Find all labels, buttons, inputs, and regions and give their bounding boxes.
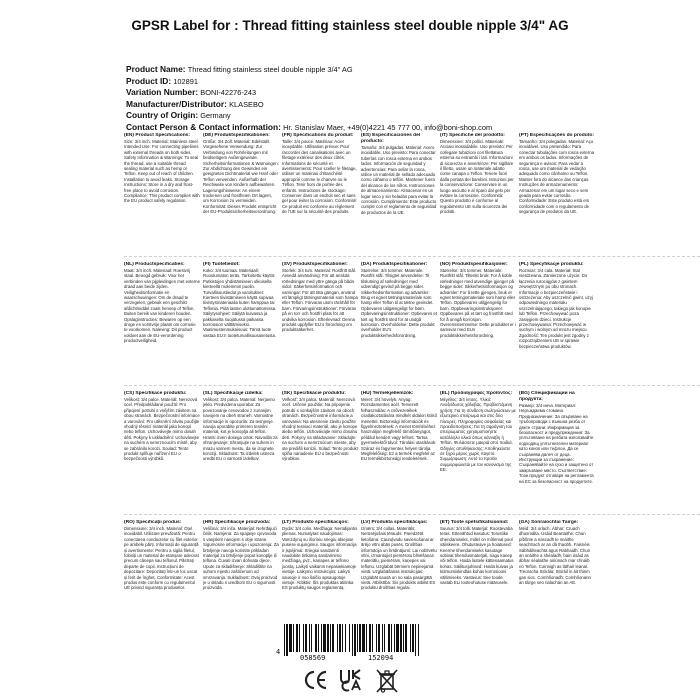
spec-heading: (DE) Produktspezifikationen: — [203, 133, 270, 138]
barcode-bar — [286, 624, 288, 656]
info-row-manufacturer — [126, 99, 646, 111]
spec-block — [361, 391, 437, 516]
spec-heading: (HU) Termékjellemzők: — [361, 391, 414, 396]
spec-block — [519, 262, 595, 387]
spec-heading: (NL) Productspecificaties: — [124, 262, 185, 267]
info-value: 102891 — [173, 76, 198, 86]
spec-text: Méid: 3/4 orlach. Ábhar: Cruach dhosmálta. Úsáid Beartaithe: Chun píblínte a nascadh le snáithe seachtrach ar an dá thaobh. Faisnéis Sábháilteachta agus Rabhaidh: Chun an snáithe a shéaladh, bain úsáid as ábhar séalaithe oiriúnach mar chnáib nó Teflon. Coinnigh as láthair leanaí. Treoracha Stórála: Stóráil in áit thirim gan sioc. Comhlíonadh: Comhlíonann an táirge seo rialachán an AE. — [519, 526, 591, 586]
spec-text: Rozmiar: 3/4 cala. Materiał: Stal nierdzewna. Zamierzone użycie: Do łączenia rurociągów z gwintem zewnętrznym po obu stronach. Informacje o bezpieczeństwie i ostrzeżenia: Aby uszczelnić gwint, użyj odpowiedniego materiału uszczelniającego, takiego jak konopie lub Teflon. Przechowywać poza zasięgiem dzieci. Instrukcje przechowywania: Przechowywać w suchym i wolnym od mrozu miejscu. Zgodność: Ten produkt jest zgodny z rozporządzeniem UE w sprawie bezpieczeństwa produktów. — [519, 268, 593, 349]
spec-text: Velikost: 3/4 palce. Materiál: Nerezová ocel. Předpokládané použití: Pro připojení potrubí s vnějším závitem na obou stranách. Bezpečnostní informace a varování: Pro utěsnění závitu použijte vhodný těsnicí materiál jako konopí nebo teflon. Uchovávejte mimo dosah dětí. Pokyny k uskladnění: Uchovávejte na suchém a nemrznoucím místě, aby se zabránilo korozi. Soulad: Tento produkt splňuje nařízení EU o bezpečnosti výrobků. — [124, 397, 200, 462]
barcode-bar — [323, 624, 326, 652]
barcode-bar — [293, 624, 294, 652]
spec-heading: (SV) Produktspecifikationer: — [282, 262, 348, 267]
spec-text: Storlek: 3/4 tum. Material: Rostfritt stål. Avsedd användning: För att ansluta rörledningar med yttre gänga på båda sidor. Säkerhetsinformation och varningar: För att täta gängan, använd ett lämpligt tätningsmaterial som hampa eller Teflon. Förvaras utom räckhåll för barn. Förvaringsinstruktioner: Förvaras på en torr och frostfri plats för att undvika korrosion. Efterlevnad: Denna produkt uppfyller EU:s förordning om produktsäkerhet. — [282, 268, 358, 333]
spec-text: Méret: 3/4 hüvelyk. Anyag: Rozsdamentes acél. Tervezett felhasználás: A csővezetékek csatlakoztatására mindkét oldalon külső menettel. Biztonsági információk és figyelmeztetések: A menet tömítéséhez használjon megfelelő tömítőanyagot, például kendert vagy teflont. Tartsa gyermekektől távol. Tárolási utasítások: Száraz és fagymentes helyen tárolja. Megfelelőség: Ez a termék megfelel az EU termékbiztonsági rendeletének. — [361, 397, 437, 462]
spec-heading: (FI) Tuotetiedot: — [203, 262, 240, 267]
spec-heading: (NO) Produktspesifikasjoner: — [440, 262, 508, 267]
spec-text: Dimensione: 3/4 pollici. Materiale: Acciaio inossidabile. Uso previsto: Per collegare tubazioni con filettatura esterna su entrambi i lati. Informazioni di sicurezza e avvertenze: Per sigillare il filetto, usare un materiale adatto come canapa o Teflon. Tenere fuori dalla portata dei bambini. Istruzioni per la conservazione: Conservare in un luogo asciutto e al riparo dal gelo per evitare la corrosione. Conformità: Questo prodotto è conforme al regolamento UE sulla sicurezza dei prodotti. — [440, 139, 514, 215]
barcode-bar — [309, 624, 310, 652]
barcode-bar — [394, 624, 395, 652]
info-label: Product Name: — [126, 64, 186, 74]
barcode-bar — [418, 624, 419, 656]
spec-block — [519, 391, 595, 516]
spec-block — [282, 262, 358, 387]
barcode-bar — [400, 624, 402, 652]
spec-block — [361, 133, 437, 258]
barcode-bar — [345, 624, 346, 652]
spec-block — [203, 262, 279, 387]
spec-block — [440, 262, 516, 387]
weee-bin-icon — [375, 668, 399, 699]
barcode-bar — [412, 624, 414, 652]
spec-text: Velikost: 3/4 palca. Material: Nerjavno jeklo. Predvidena uporaba: Za povezovanje cevovodov z zunanjim navojem na obeh straneh. Varnostne informacije in opozorila: Za tesnjenje navoja uporabite primeren tesnilni material, kot je konoplja ali teflon. Hraniti izven dosega otrok. Navodila za shranjevanje: Shranjujte na suhem in mrazu varnem mestu, da se izognete koroziji. Skladnost: Ta izdelek ustreza uredbi EU o varnosti izdelkov. — [203, 397, 278, 462]
barcode-bar — [362, 624, 365, 652]
info-row-variation — [126, 87, 646, 99]
spec-text: Dydis: 3/4 colio. Medžiaga: Nerūdijantis plienas. Numatytas naudojimas: Vamzdynų su išoriniu sriegiu abiejose pusėse sujungimui. Saugos informacija ir įspėjimai: Sriegiui sandarinti naudokite tinkamą sandarinimo medžiagą, pvz., kanapes ar teflono juostą. Laikyti vaikams nepasiekiamoje vietoje. Laikymo instrukcijos: Laikyti sausoje ir nuo šalčio apsaugotoje vietoje. Atitiktis: Šis produktas atitinka ES produktų saugos reglamentą. — [282, 526, 358, 591]
info-row-country — [126, 110, 646, 122]
ce-mark-icon — [303, 668, 329, 697]
spec-heading: (LT) Produkto specifikacijos: — [282, 520, 349, 525]
barcode-bar — [352, 624, 353, 656]
spec-block — [203, 520, 279, 645]
info-row-contact — [126, 122, 646, 134]
divider — [124, 256, 700, 257]
spec-heading: (CS) Specifikace produktu: — [124, 391, 187, 396]
spec-heading: (IT) Specifiche del prodotto: — [440, 133, 505, 138]
info-value: Thread fitting stainless steel double nipple 3/4" AG — [187, 65, 353, 74]
spec-heading: (PT) Especificações do produto: — [519, 133, 594, 138]
barcode-bars — [282, 624, 422, 656]
spec-block — [203, 133, 279, 258]
spec-text: Størrelse: 3/4 tommer. Materiale: Rustfritt stål. Tiltenkt bruk: For å koble rørledninger med utvendige gjenger på begge sider. Sikkerhetsinformasjon og advarsler: For å tette gjengen, bruk et egnet tetningsmateriale som hamp eller Teflon. Oppbevares utilgjengelig for barn. Oppbevaringsinstruksjoner: Oppbevares på et tørt og frostfritt sted for å unngå korrosjon. Overensstemmelse: Dette produktet er i samsvar med EUs produktsikkerhetsforordning. — [440, 268, 516, 338]
barcode-bar — [330, 624, 331, 652]
spec-block — [124, 391, 200, 516]
barcode-bar — [376, 624, 377, 652]
spec-block — [440, 520, 516, 645]
info-label: Product ID: — [126, 75, 172, 86]
spec-text: Dimensiune: 3/4 inch. Material: Oțel inoxidabil. Utilizare prevăzută: Pentru conectarea conductelor cu filet exterior pe ambele părți. Informații de siguranță și avertismente: Pentru a sigila filetul, folosiți un material de etanșare adecvat precum cânepa sau teflonul. Păstrați departe de copii. Instrucțiuni de depozitare: Depozitați într-un loc uscat și ferit de îngheț. Conformitate: Acest produs este conform cu regulamentul UE privind siguranța produselor. — [124, 526, 199, 591]
spec-text: Tamanho: 3/4 polegadas. Material: Aço inoxidável. Uso pretendido: Para conectar tubulações com rosca externa em ambos os lados. Informações de segurança e avisos: Para vedar a rosca, use um material de vedação adequado como cânhamo ou Teflon. Manter fora do alcance das crianças. Instruções de armazenamento: Armazenar em um lugar seco e sem geada para evitar corrosão. Conformidade: Este produto está em conformidade com o regulamento de segurança de produtos da UE. — [519, 139, 594, 215]
spec-text: Μέγεθος: 3/4 ίντσες. Υλικό: Ανοξείδωτος χάλυβας. Προβλεπόμενη χρήση: Για τη σύνδεση σωληνώσεων με εξωτερικό σπείρωμα και στις δύο πλευρές. Πληροφορίες ασφαλείας και προειδοποιήσεις: Για τη σφράγιση του σπειρώματος χρησιμοποιήστε κατάλληλο υλικό όπως κάνναβη ή Teflon. Φυλάσσετε μακριά από παιδιά. Οδηγίες αποθήκευσης: Αποθηκεύστε σε ξηρό μέρος χωρίς παγετό. Συμμόρφωση: Αυτό το προϊόν συμμορφώνεται με τον κανονισμό της ΕΕ. — [440, 397, 516, 473]
spec-block — [203, 391, 279, 516]
ukca-mark-icon — [339, 668, 363, 697]
barcode-bar — [366, 624, 367, 652]
barcode-bar — [327, 624, 329, 652]
info-label: Contact Person & Contact information: — [126, 121, 281, 132]
spec-text: Taille: 3/4 pouce. Matériau: Acier inoxydable. Utilisation prévue: Pour raccorder des canalisations avec un filetage extérieur des deux côtés. Informations de sécurité et avertissements: Pour sceller le filetage, utiliser un matériau d'étanchéité approprié comme le chanvre ou le Téflon. Tenir hors de portée des enfants. Instructions de stockage: Conserver dans un endroit sec et sans gel pour éviter la corrosion. Conformité: Ce produit est conforme au règlement de l'UE sur la sécurité des produits. — [282, 139, 358, 215]
spec-heading: (FR) Spécifications du produit: — [282, 133, 354, 138]
spec-heading: (SK) Špecifikácie produktu: — [282, 391, 346, 396]
barcode-bar — [410, 624, 411, 652]
barcode-bar — [337, 624, 338, 652]
spec-heading: (SL) Specifikacije izdelka: — [203, 391, 263, 396]
empty-spec-block — [598, 520, 674, 645]
spec-text: Maat: 3/4 inch. Materiaal: Roestvrij staal. Beoogd gebruik: Voor het verbinden van pijpleidingen met externe draad aan beide zijden. Veiligheidsinformatie en waarschuwingen: Om de draad te verzegelen, gebruik een geschikt afdichtmiddel zoals hennep of Teflon. Buiten bereik van kinderen houden. Opslaginstructies: Bewaren op een droge en vorstvrije plaats om corrosie te voorkomen. Naleving: Dit product voldoet aan de EU-verordening productveiligheid. — [124, 268, 200, 344]
barcode-bar — [315, 624, 317, 652]
product-info — [126, 64, 646, 134]
spec-text: Größe: 3/4 Zoll. Material: Edelstahl. Vorgesehene Verwendung: Zur Verbindung von Rohrleitungen mit beidseitigem Außengewinde. Sicherheitsinformationen & Warnungen: Zur Abdichtung des Gewindes ein geeignetes Dichtmaterial wie Hanf oder Teflon verwenden. Außerhalb der Reichweite von Kindern aufbewahren. Lagerungshinweise: An einem trockenen und frostfreien Ort lagern, um Korrosion zu vermeiden. Konformität: Dieses Produkt entspricht der EU-Produktsicherheitsverordnung. — [203, 139, 279, 215]
barcode-left-digits: 058569 — [300, 654, 326, 662]
barcode-bar — [357, 624, 358, 652]
barcode-bar — [303, 624, 304, 652]
barcode-bar — [318, 624, 319, 652]
barcode-bar — [403, 624, 404, 652]
spec-heading: (PL) Specyfikacje produktu: — [519, 262, 584, 267]
barcode-right-digits: 152094 — [368, 654, 394, 662]
barcode-bar — [388, 624, 390, 652]
spec-text: Size: 3/4 inch. Material: Stainless steel. Intended Use: For connecting pipelines with external threads on both sides. Safety Information & Warnings: To seal the thread, use a suitable thread sealing material such as hemp or Teflon. Keep out of reach of children. Installation to avoid leaks. Storage Instructions: Store in a dry and frost-free place to avoid corrosion. Compliance: This product complies with the EU product safety regulation. — [124, 139, 200, 204]
spec-block — [124, 520, 200, 645]
info-value: BONI-42276-243 — [200, 88, 257, 98]
spec-block — [282, 133, 358, 258]
empty-spec-block — [598, 391, 674, 516]
info-label: Manufacturer/Distributor: — [126, 98, 227, 109]
barcode-bar — [284, 624, 285, 656]
spec-heading: (LV) Produkta specifikācijas: — [361, 520, 428, 525]
barcode-bar — [384, 624, 385, 652]
spec-block — [124, 133, 200, 258]
spec-block — [440, 133, 516, 258]
info-label: Country of Origin: — [126, 110, 199, 121]
spec-heading: (ET) Toote spetsifikatsioonid: — [440, 520, 509, 525]
spec-text: Tamaño: 3/4 pulgadas. Material: Acero inoxidable. Uso previsto: Para conectar tuberías con rosca externa en ambos lados. Información de seguridad y advertencias: Para sellar la rosca, utilice un material de sellado adecuado como cáñamo o teflón. Mantener fuera del alcance de los niños. Instrucciones de almacenamiento: Almacenar en un lugar seco y sin heladas para evitar la corrosión. Cumplimiento: Este producto cumple con el reglamento de seguridad de productos de la UE. — [361, 145, 437, 215]
divider — [124, 385, 700, 386]
page-title: GPSR Label for : Thread fitting stainless steel double nipple 3/4" AG — [131, 18, 569, 33]
spec-text: Størrelse: 3/4 tommer. Materiale: Rustfrit stål. Tilsigtet anvendelse: Til tilslutning af rørledninger med udvendigt gevind på begge sider. Sikkerhedsinformation og advarsler: Brug et egnet tætningsmateriale som hamp eller Teflon til at tætne gevindet. Opbevares utilgængeligt for børn. Opbevaringsinstruktioner: Opbevares et tørt og frostfrit sted for at undgå korrosion. Overholdelse: Dette produkt overholder EU's produktsikkerhedsforordning. — [361, 268, 437, 338]
spec-text: Размер: 3/4 инча. Материал: Неръждаема стомана. Предназначение: За свързване на тръбопроводи с външна резба от двете страни. Информация за безопасност и предупреждения: За уплътняване на резбата използвайте подходящ уплътнителен материал като коноп или тефлон. Да се съхранява далеч от деца. Инструкции за съхранение: Съхранявайте на сухо и защитено от замръзване място. Съответствие: Този продукт отговаря на регламента на ЕС за безопасност на продуктите. — [519, 403, 594, 484]
empty-spec-block — [598, 262, 674, 387]
barcode-bar — [354, 624, 356, 656]
info-row-product-name — [126, 64, 646, 76]
spec-block — [519, 133, 595, 258]
barcode-bar — [349, 624, 350, 652]
barcode-bar — [321, 624, 322, 652]
barcode-bar — [299, 624, 300, 652]
barcode-bar — [372, 624, 373, 652]
barcode-bar — [405, 624, 407, 652]
regulatory-marks — [303, 668, 423, 694]
spec-heading: (BG) Спецификации на продукта: — [519, 391, 575, 402]
spec-grid — [124, 133, 700, 649]
divider — [124, 514, 700, 515]
barcode — [276, 624, 422, 664]
barcode-bar — [289, 624, 292, 652]
spec-heading: (GA) Sonraíochtaí Táirge: — [519, 520, 579, 525]
spec-block — [440, 391, 516, 516]
info-row-product-id — [126, 76, 646, 88]
spec-block — [124, 262, 200, 387]
barcode-bar — [396, 624, 399, 652]
spec-heading: (RO) Specificații produs: — [124, 520, 182, 525]
info-label: Variation Number: — [126, 87, 199, 98]
info-value: Hr. Stanislav Maer, +49(0)4221 45 777 00, info@boni-shop.com — [283, 122, 493, 132]
barcode-bar — [296, 624, 298, 652]
barcode-bar — [305, 624, 307, 652]
barcode-bar — [332, 624, 334, 652]
spec-heading: (EN) Product Specifications: — [124, 133, 191, 138]
empty-spec-block — [598, 133, 674, 258]
barcode-bar — [359, 624, 361, 652]
barcode-bar — [339, 624, 341, 652]
barcode-bar — [415, 624, 416, 656]
barcode-bar — [378, 624, 380, 652]
barcode-bar — [311, 624, 312, 652]
barcode-bar — [342, 624, 343, 652]
info-value: Germany — [200, 111, 231, 121]
spec-block — [361, 262, 437, 387]
barcode-lead-digit: 4 — [276, 648, 281, 656]
spec-block — [519, 520, 595, 645]
spec-heading: (DA) Produktspecifikationer: — [361, 262, 428, 267]
spec-heading: (ES) Especificaciones del producto: — [361, 133, 421, 144]
spec-heading: (EL) Προδιαγραφές προϊόντος: — [440, 391, 513, 396]
spec-text: Veľkosť: 3/4 palca. Materiál: Nerezová oceľ. Určené použitie: Na pripojenie potrubí s vonkajším závitom na oboch stranách. Bezpečnostné informácie a varovania: Na utesnenie závitu použite vhodný tesniaci materiál, ako je konope alebo teflón. Uchovávajte mimo dosahu detí. Pokyny na skladovanie: Skladujte na suchom a nemrznúcom mieste, aby ste predišli korózii. Súlad: Tento produkt spĺňa nariadenie EÚ o bezpečnosti výrobkov. — [282, 397, 358, 462]
spec-text: Veličina: 3/4 inča. Materijal: Nehrđajući čelik. Namjena: Za spajanje cjevovoda s vanjskim navojem s obje strane. Sigurnosne informacije i upozorenja: Za brtvljenje navoja koristite prikladan materijal za brtvljenje poput konoplje ili teflona. Čuvati izvan dohvata djece. Upute za skladištenje: Skladištite na suhom mjestu zaštićenom od smrzavanja. Sukladnost: Ovaj proizvod je u skladu s uredbom EU o sigurnosti proizvoda. — [203, 526, 279, 591]
barcode-bar — [391, 624, 392, 652]
spec-text: Koko: 3/4 tuumaa. Materiaali: Ruostumaton teräs. Tarkoitettu käyttö: Putkistojen yhdistämiseen ulkoisella kierteellä molemmin puolin. Turvallisuustiedot ja varoitukset: Kierteen tiivistämiseen käytä sopivaa tiivistysmateriaalia kuten hamppua tai Teflonia. Pidä lasten ulottumattomissa. Säilytysohjeet: Säilytä kuivassa ja pakkaselta suojatussa paikassa korroosion välttämiseksi. Vaatimustenmukaisuus: Tämä tuote vastaa EU:n tuoteturvallisuusasetusta. — [203, 268, 277, 338]
spec-block — [282, 391, 358, 516]
info-value: KLASEBO — [229, 99, 264, 109]
barcode-bar — [382, 624, 383, 652]
spec-text: Izmērs: 3/4 collas. Materiāls: Nerūsējošais tērauds. Paredzētā lietošana: Cauruļvadu savienošanai ar ārējo vītni abās pusēs. Drošības informācija un brīdinājumi: Lai noblīvētu vītni, izmantojiet piemērotu blīvēšanas materiālu, piemēram, kaņepes vai teflonu. Uzglabāt bērniem nepieejamā vietā. Uzglabāšanas instrukcijas: Uzglabāt sausā un no sala pasargātā vietā. Atbilstība: Šis produkts atbilst ES produktu drošības regulai. — [361, 526, 437, 591]
barcode-bar — [369, 624, 371, 652]
spec-heading: (HR) Specifikacije proizvoda: — [203, 520, 271, 525]
spec-text: Suurus: 3/4 tolli. Materjal: Roostevaba teras. Ettenähtud kasutus: Torustike ühendamiseks, millel on mõlemal pool väliskeere. Ohutusteave ja hoiatused: Keerme tihendamiseks kasutage sobivat tihendusmaterjali, nagu kanep või teflon. Hoida lastele kättesaamatus kohas. Säilitusjuhised: Hoida kuivas ja külmumiskindlas kohas korrosiooni vältimiseks. Vastavus: See toode vastab ELi tooteohutuse määrusele. — [440, 526, 514, 586]
